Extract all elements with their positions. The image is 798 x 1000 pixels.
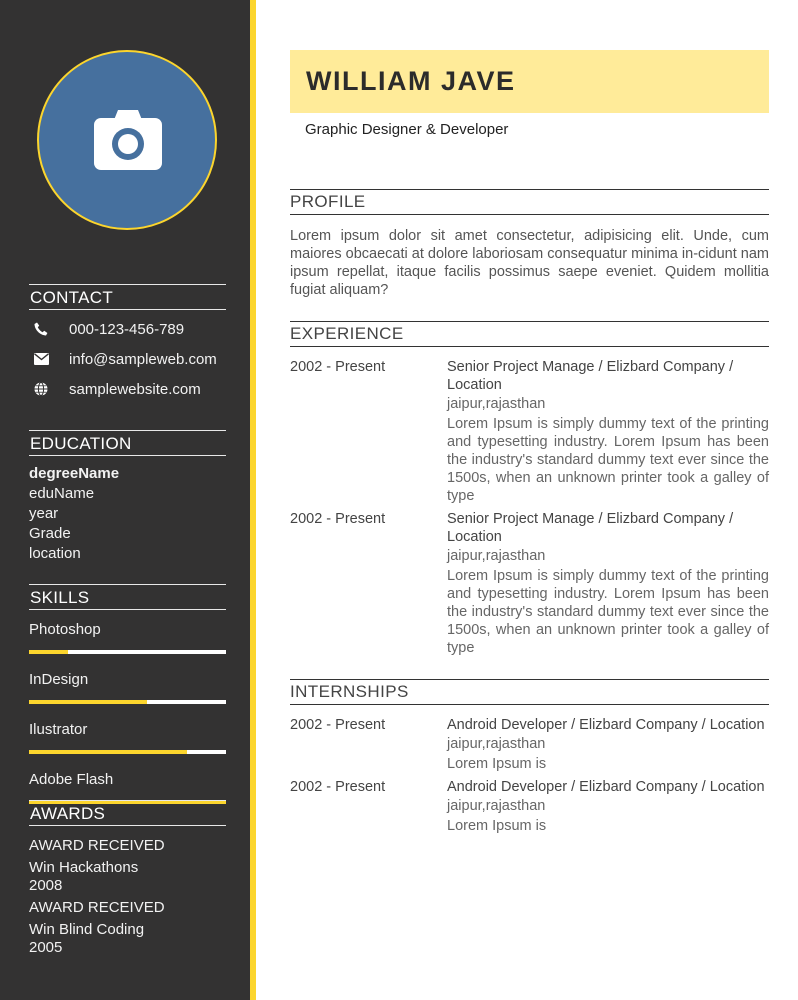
contact-website bbox=[29, 374, 226, 404]
award-year: 2005 bbox=[29, 939, 63, 956]
experience-entry bbox=[290, 510, 769, 657]
skill-fill bbox=[29, 650, 68, 654]
skill-bar bbox=[29, 750, 226, 754]
skills-section bbox=[29, 584, 226, 804]
entry-date: 2002 - Present bbox=[290, 717, 386, 733]
award-label: AWARD RECEIVED bbox=[29, 837, 165, 854]
education-location: location bbox=[29, 545, 81, 562]
entry-title: Senior Project Manage / Elizbard Company / Location bbox=[447, 511, 734, 545]
award-item bbox=[29, 899, 226, 957]
award-label: AWARD RECEIVED bbox=[29, 899, 165, 916]
phone-icon bbox=[34, 322, 48, 336]
award-title: Win Hackathons bbox=[29, 859, 139, 876]
education-section bbox=[29, 430, 226, 564]
skill-item bbox=[29, 720, 226, 754]
entry-title: Android Developer / Elizbard Company / Location bbox=[447, 779, 765, 795]
skill-name: Photoshop bbox=[29, 621, 101, 638]
experience-heading: EXPERIENCE bbox=[290, 321, 769, 347]
awards-heading: AWARDS bbox=[29, 800, 226, 826]
contact-email bbox=[29, 344, 226, 374]
contact-phone bbox=[29, 314, 226, 344]
skill-bar bbox=[29, 700, 226, 704]
contact-website-text[interactable]: samplewebsite.com bbox=[69, 380, 201, 398]
internship-entry bbox=[290, 716, 769, 773]
skill-item bbox=[29, 770, 226, 804]
job-title: Graphic Designer & Developer bbox=[305, 121, 509, 138]
internships-heading: INTERNSHIPS bbox=[290, 679, 769, 705]
entry-description: Lorem Ipsum is bbox=[447, 756, 547, 772]
skill-fill bbox=[29, 700, 147, 704]
contact-email-text[interactable]: info@sampleweb.com bbox=[69, 350, 217, 368]
education-year: year bbox=[29, 505, 59, 522]
entry-title: Senior Project Manage / Elizbard Company / Location bbox=[447, 359, 734, 393]
contact-heading: CONTACT bbox=[29, 284, 226, 310]
entry-date: 2002 - Present bbox=[290, 779, 386, 795]
name-box bbox=[290, 50, 769, 113]
education-degree: degreeName bbox=[29, 465, 120, 482]
entry-location: jaipur,rajasthan bbox=[447, 736, 546, 752]
entry-description: Lorem Ipsum is simply dummy text of the printing and typesetting industry. Lorem Ipsum has been the industry's standard dummy text ever since the 1500s, when an unknown printer took a galley of type bbox=[447, 416, 769, 504]
skill-item bbox=[29, 670, 226, 704]
skill-bar bbox=[29, 650, 226, 654]
education-grade: Grade bbox=[29, 525, 71, 542]
skill-item bbox=[29, 620, 226, 654]
award-year: 2008 bbox=[29, 877, 63, 894]
education-name: eduName bbox=[29, 485, 95, 502]
entry-date: 2002 - Present bbox=[290, 511, 386, 527]
skill-name: Adobe Flash bbox=[29, 771, 114, 788]
camera-icon bbox=[94, 110, 162, 170]
experience-entry bbox=[290, 358, 769, 505]
award-title: Win Blind Coding bbox=[29, 921, 145, 938]
email-icon bbox=[34, 353, 49, 365]
skill-name: InDesign bbox=[29, 671, 89, 688]
contact-section bbox=[29, 284, 226, 404]
entry-description: Lorem Ipsum is bbox=[447, 818, 547, 834]
experience-section bbox=[290, 321, 769, 657]
globe-icon bbox=[34, 382, 48, 396]
education-heading: EDUCATION bbox=[29, 430, 226, 456]
skill-fill bbox=[29, 750, 187, 754]
profile-section bbox=[290, 189, 769, 299]
person-name: WILLIAM JAVE bbox=[306, 66, 516, 96]
internship-entry bbox=[290, 778, 769, 835]
awards-section bbox=[29, 800, 226, 957]
entry-date: 2002 - Present bbox=[290, 359, 386, 375]
sidebar bbox=[0, 0, 256, 1000]
profile-heading: PROFILE bbox=[290, 189, 769, 215]
internships-section bbox=[290, 679, 769, 835]
entry-title: Android Developer / Elizbard Company / Location bbox=[447, 717, 765, 733]
profile-photo bbox=[37, 50, 217, 230]
award-item bbox=[29, 837, 226, 895]
skill-name: Ilustrator bbox=[29, 721, 88, 738]
entry-location: jaipur,rajasthan bbox=[447, 396, 546, 412]
contact-phone-text[interactable]: 000-123-456-789 bbox=[69, 320, 185, 338]
skills-heading: SKILLS bbox=[29, 584, 226, 610]
entry-description: Lorem Ipsum is simply dummy text of the printing and typesetting industry. Lorem Ipsum has been the industry's standard dummy text ever since the 1500s, when an unknown printer took a galley of type bbox=[447, 568, 769, 656]
entry-location: jaipur,rajasthan bbox=[447, 548, 546, 564]
profile-text: Lorem ipsum dolor sit amet consectetur, adipisicing elit. Unde, cum maiores obcaecati at dolore laboriosam consequatur minima in-cidunt nam ipsum repellat, itaque facilis possimus saepe eveniet. Quidem mollitia fugiat aliquam? bbox=[290, 228, 769, 298]
entry-location: jaipur,rajasthan bbox=[447, 798, 546, 814]
